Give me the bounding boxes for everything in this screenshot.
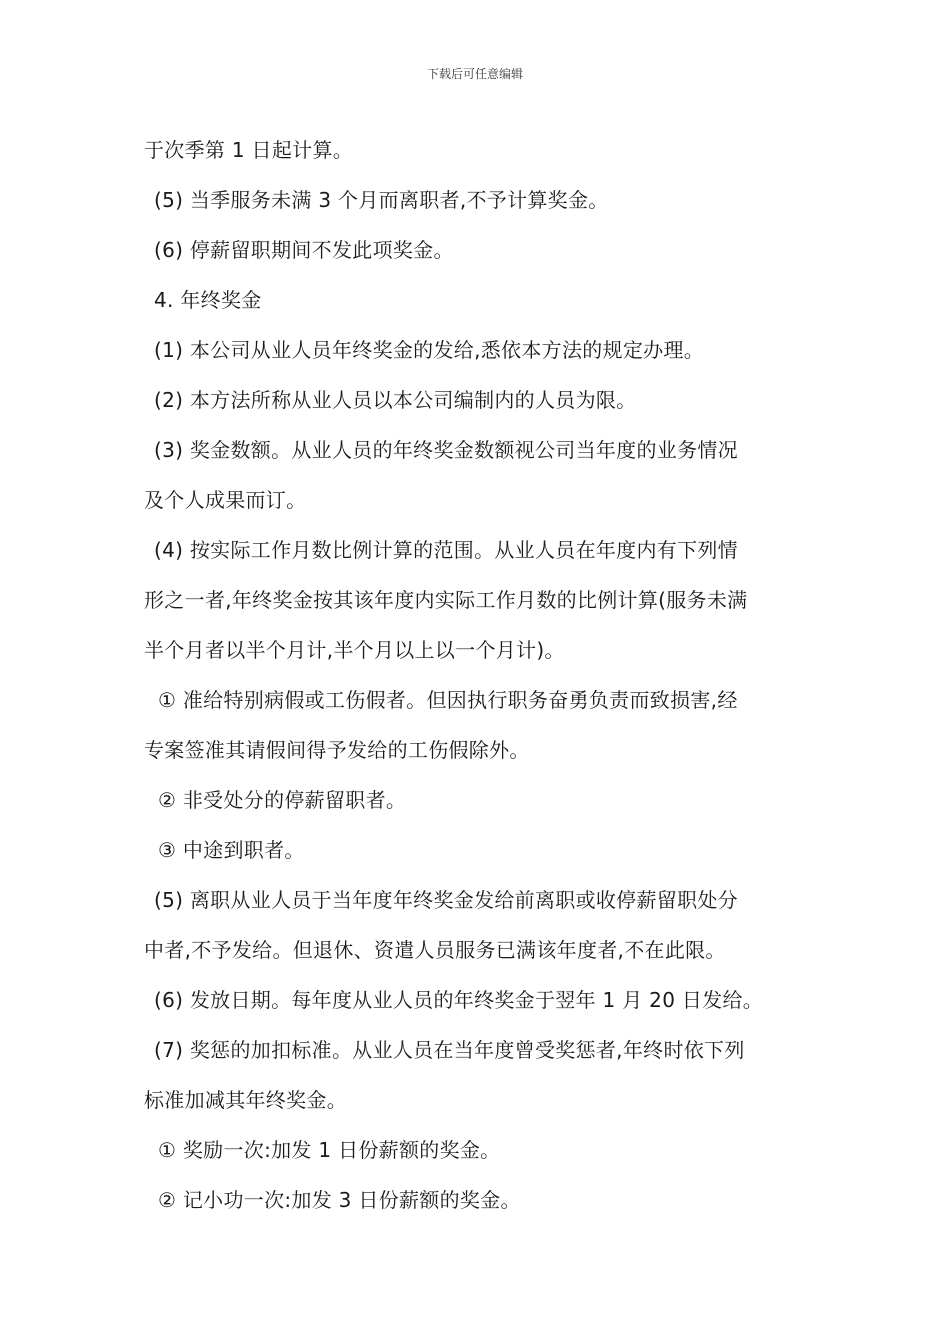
text-line: 形之一者,年终奖金按其该年度内实际工作月数的比例计算(服务未满: [144, 588, 748, 612]
text-line: (4) 按实际工作月数比例计算的范围。从业人员在年度内有下列情: [154, 538, 738, 562]
text-line: (3) 奖金数额。从业人员的年终奖金数额视公司当年度的业务情况: [154, 438, 738, 462]
text-line: 专案签准其请假间得予发给的工伤假除外。: [144, 738, 530, 762]
text-line: (2) 本方法所称从业人员以本公司编制内的人员为限。: [154, 388, 637, 412]
text-line: (5) 离职从业人员于当年度年终奖金发给前离职或收停薪留职处分: [154, 888, 738, 912]
text-line: 于次季第 1 日起计算。: [144, 138, 354, 162]
text-line: (6) 停薪留职期间不发此项奖金。: [154, 238, 454, 262]
text-line: 标准加减其年终奖金。: [144, 1088, 347, 1112]
list-item: ③ 中途到职者。: [158, 838, 305, 862]
list-item: ① 奖励一次:加发 1 日份薪额的奖金。: [158, 1138, 501, 1162]
list-item: ② 记小功一次:加发 3 日份薪额的奖金。: [158, 1188, 521, 1212]
text-line: 中者,不予发给。但退休、资遣人员服务已满该年度者,不在此限。: [144, 938, 726, 962]
list-item: ① 准给特别病假或工伤假者。但因执行职务奋勇负责而致损害,经: [158, 688, 738, 712]
text-line: 半个月者以半个月计,半个月以上以一个月计)。: [144, 638, 565, 662]
text-line: (7) 奖惩的加扣标准。从业人员在当年度曾受奖惩者,年终时依下列: [154, 1038, 745, 1062]
document-body: [144, 125, 810, 1225]
page-header: 下载后可任意编辑: [426, 67, 523, 81]
text-line: (5) 当季服务未满 3 个月而离职者,不予计算奖金。: [154, 188, 609, 212]
section-heading: 4. 年终奖金: [154, 288, 262, 312]
text-line: (6) 发放日期。每年度从业人员的年终奖金于翌年 1 月 20 日发给。: [154, 988, 764, 1012]
list-item: ② 非受处分的停薪留职者。: [158, 788, 407, 812]
text-line: (1) 本公司从业人员年终奖金的发给,悉依本方法的规定办理。: [154, 338, 705, 362]
text-line: 及个人成果而订。: [144, 488, 307, 512]
